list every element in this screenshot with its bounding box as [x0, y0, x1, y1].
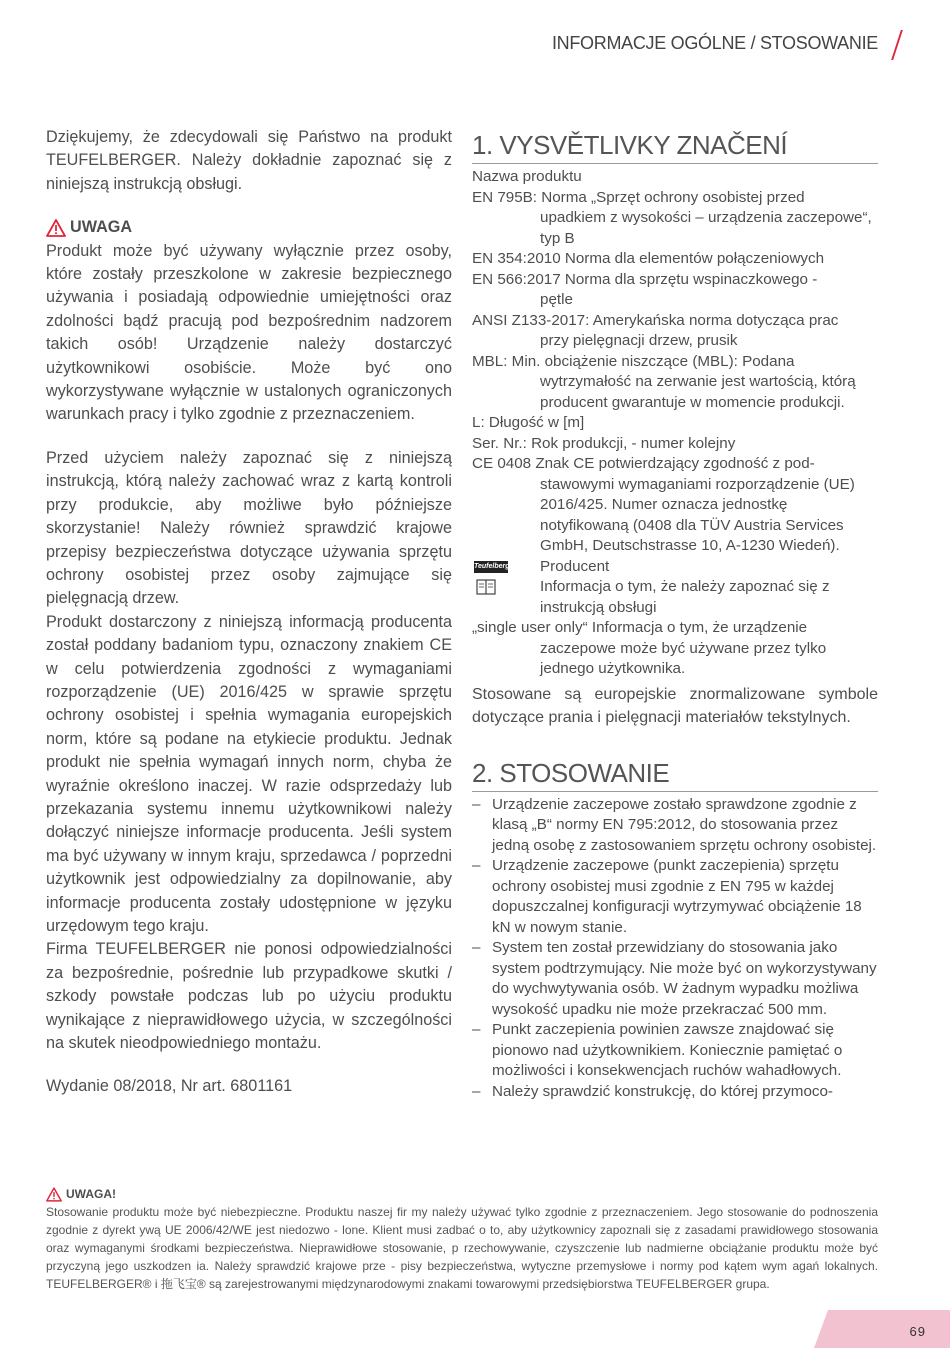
- care-symbols-note: Stosowane są europejskie znormalizowane symbole dotyczące prania i pielęgnacji materiałów tekstylnych.: [472, 685, 878, 726]
- warning-triangle-icon: [46, 219, 66, 237]
- single-user-desc: zaczepowe może być używane przez tylko jednego użytkownika.: [540, 639, 827, 677]
- list-item: – System ten został przewidziany do stosowania jako system podtrzymujący. Nie może być on wykorzystywany do wychwytywania osób. W żadnym wypadku możliwa wysokość upadku nie może przekraczać 500 mm.: [472, 938, 878, 1020]
- single-user-term: „single user only“ Informacja o tym, że urządzenie: [472, 619, 808, 636]
- footer-warning: [46, 1185, 878, 1293]
- marking-en354: EN 354:2010 Norma dla elementów połączeniowych: [472, 250, 825, 267]
- edition-info: Wydanie 08/2018, Nr art. 6801161: [46, 1077, 293, 1096]
- ansi-desc: przy pielęgnacji drzew, prusik: [540, 332, 738, 349]
- marking-length: L: Długość w [m]: [472, 414, 585, 431]
- section1-title: 1. VYSVĚTLIVKY ZNAČENÍ: [472, 128, 878, 164]
- marking-en566: [472, 270, 878, 311]
- left-column: [46, 126, 452, 1099]
- usage-list: [472, 795, 878, 1103]
- list-item: – Urządzenie zaczepowe zostało sprawdzone zgodnie z klasą „B“ normy EN 795:2012, do stosowania przez jedną osobę z zastosowaniem sprzętu ochrony osobistej.: [472, 795, 878, 857]
- footer-warning-text: Stosowanie produktu może być niebezpieczne. Produktu naszej fir my należy używać tylko zgodnie z przeznaczeniem. Jego stosowanie do podnoszenia zgodnie z dyrekt ywą UE 2006/42/WE jest niedozwo - lone. Klient musi zadbać o to, aby użytkownicy zapoznali się z zasadami prawidłowego stosowania oraz wymaganymi środkami bezpieczeństwa. Nieprawidłowe stosowanie, p rzechowywanie, czyszczenie lub nadmierne obciążanie produktu może być przyczyną jego uszkodzen ia. Należy sprawdzić krajowe prze - pisy bezpieczeństwa, wytyczne przemysłowe i normy pod kątem wym agań lokalnych. TEUFELBERGER® i 拖飞宝® są zarejestrowanymi międzynarodowymi znakami towarowymi przedsiębiorstwa TEUFELBERGER grupa.: [46, 1205, 878, 1291]
- marking-product-name: Nazwa produktu: [472, 168, 582, 185]
- list-item: – Urządzenie zaczepowe (punkt zaczepienia) sprzętu ochrony osobistej musi zgodnie z EN 795 w każdej dopuszczalnej konfiguracji wytrzymywać obciążenie 18 kN w nowym stanie.: [472, 856, 878, 938]
- mbl-desc: wytrzymałość na zerwanie jest wartością, którą producent gwarantuje w momencie produkcji.: [540, 373, 856, 411]
- ce-term: CE 0408 Znak CE potwierdzający zgodność z pod-: [472, 455, 815, 472]
- liability-paragraph: Firma TEUFELBERGER nie ponosi odpowiedzialności za bezpośrednie, pośrednie lub przypadkowe skutki / szkody powstałe podczas lub po użyciu produktu wynikające z nieprawidłowego użycia, w szczególności na skutek nieodpowiedniego montażu.: [46, 940, 452, 1053]
- marking-manual: [472, 577, 878, 618]
- marking-ce: [472, 454, 878, 557]
- warning-triangle-icon: [46, 1187, 62, 1202]
- page-number: 69: [909, 1324, 926, 1339]
- list-item: – Należy sprawdzić konstrukcję, do której przymoco-: [472, 1082, 878, 1103]
- running-header: INFORMACJE OGÓLNE / STOSOWANIE: [551, 33, 878, 53]
- usage-paragraph: Przed użyciem należy zapoznać się z niniejszą instrukcją, którą należy zachować wraz z kartą kontroli przy produkcie, aby możliwe było późniejsze skorzystanie! Należy również sprawdzić krajowe przepisy bezpieczeństwa dotyczące używania sprzętu ochrony osobistej przez osoby zajmujące się pielęgnacją drzew.: [46, 448, 452, 608]
- header-slash-accent: [891, 30, 903, 60]
- marking-producer: [472, 557, 878, 578]
- list-item: – Punkt zaczepienia powinien zawsze znajdować się pionowo nad użytkownikiem. Koniecznie pamiętać o możliwości i konsekwencjach ruchów wahadłowych.: [472, 1020, 878, 1082]
- ansi-term: ANSI Z133-2017: Amerykańska norma dotycząca prac: [472, 311, 839, 329]
- en795-term: EN 795B: Norma „Sprzęt ochrony osobistej przed: [472, 188, 805, 206]
- warning-heading: [46, 216, 452, 239]
- page-number-tab: [814, 1310, 950, 1348]
- marking-serial: Ser. Nr.: Rok produkcji, - numer kolejny: [472, 434, 736, 452]
- warning-label: UWAGA: [70, 218, 133, 237]
- en795-desc: upadkiem z wysokości – urządzenia zaczepowe“, typ B: [540, 209, 872, 247]
- producer-desc: Producent: [540, 557, 610, 575]
- section2-title: 2. STOSOWANIE: [472, 756, 878, 792]
- footer-warning-heading: [46, 1185, 878, 1203]
- open-book-icon: [476, 579, 496, 595]
- en566-desc: pętle: [540, 291, 573, 308]
- en566-term: EN 566:2017 Norma dla sprzętu wspinaczkowego -: [472, 270, 818, 288]
- marking-mbl: [472, 352, 878, 414]
- marking-en795: [472, 188, 878, 250]
- certification-paragraph: Produkt dostarczony z niniejszą informacją producenta został poddany badaniom typu, oznaczony znakiem CE w celu potwierdzenia zgodności z wymaganiami rozporządzenie (UE) 2016/425 w sprawie sprzętu ochrony osobistej i spełnia wymagania europejskich norm, które są podane na etykiecie produktu. Jednak produkt nie spełnia wymagań innych norm, chyba że wyraźnie określono inaczej. W razie odsprzedaży lub przekazania systemu innemu użytkownikowi należy dołączyć niniejsze informacje producenta. Jeśli system ma być używany w innym kraju, sprzedawca / poprzedni użytkownik jest odpowiedzialny za dopilnowanie, aby informacje producenta zostały udostępnione w języku urzędowym tego kraju.: [46, 612, 452, 935]
- right-column: [472, 128, 878, 1102]
- teufelberger-logo-icon: Teufelberger: [474, 561, 508, 573]
- intro-paragraph: Dziękujemy, że zdecydowali się Państwo na produkt TEUFELBERGER. Należy dokładnie zapoznać się z niniejszą instrukcją obsługi.: [46, 128, 452, 193]
- manual-desc: Informacja o tym, że należy zapoznać się z instrukcją obsługi: [540, 578, 830, 616]
- marking-single-user: [472, 618, 878, 680]
- marking-ansi: [472, 311, 878, 352]
- mbl-term: MBL: Min. obciążenie niszczące (MBL): Podana: [472, 352, 795, 370]
- warning-text: Produkt może być używany wyłącznie przez osoby, które zostały przeszkolone w zakresie bezpiecznego używania i posiadają odpowiednie umiejętności oraz zdolności bądź pracują pod bezpośrednim nadzorem takich osób! Urządzenie należy dostarczyć użytkownikowi osobiście. Może być ono wykorzystywane wyłącznie w ustalonych ograniczonych warunkach pracy i tylko zgodnie z przeznaczeniem.: [46, 241, 452, 424]
- footer-warning-label: UWAGA!: [66, 1187, 116, 1201]
- ce-desc: stawowymi wymaganiami rozporządzenie (UE) 2016/425. Numer oznacza jednostkę notyfikowaną (0408 dla TÜV Austria Services GmbH, Deutschstrasse 10, A-1230 Wiedeń).: [540, 475, 855, 554]
